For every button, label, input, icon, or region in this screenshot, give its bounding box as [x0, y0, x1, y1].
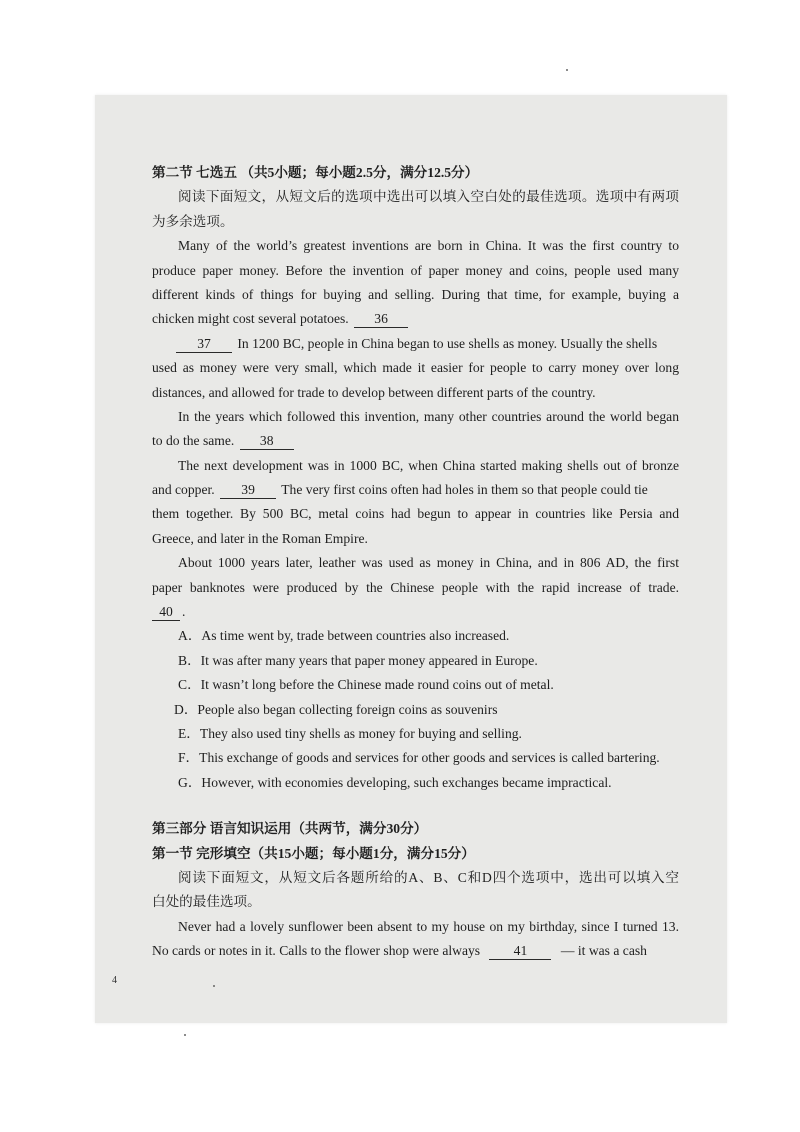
option-e: E．They also used tiny shells as money for buying and selling. [178, 725, 522, 741]
passage-line [152, 939, 679, 963]
passage-line: different kinds of things for buying and selling. During that time, for example, buying a [152, 286, 679, 302]
blank-39: 39 [220, 482, 276, 499]
passage-text: In 1200 BC, people in China began to use shells as money. Usually the shells [237, 335, 658, 351]
part3-instruction-line1: 阅读下面短文，从短文后各题所给的A、B、C和D四个选项中，选出可以填入空 [178, 869, 679, 885]
part3-instruction-line2: 白处的最佳选项。 [152, 894, 261, 910]
scan-speck [213, 985, 215, 987]
page-content [152, 161, 679, 964]
passage-line: In the years which followed this invention, many other countries around the world began [178, 408, 679, 424]
blank-38: 38 [240, 433, 294, 450]
blank-40: 40 [152, 604, 180, 621]
passage-line [152, 600, 679, 624]
passage-line: them together. By 500 BC, metal coins had begun to appear in countries like Persia and [152, 506, 679, 522]
option-c: C．It wasn’t long before the Chinese made round coins out of metal. [178, 677, 554, 693]
part3-subheading: 第一节 完形填空（共15小题；每小题1分，满分15分） [152, 845, 475, 861]
passage-text: and copper. [152, 482, 215, 498]
passage-line [152, 478, 679, 502]
passage-line: About 1000 years later, leather was used as money in China, and in 806 AD, the first [178, 555, 679, 571]
option-d: D．People also began collecting foreign coins as souvenirs [174, 701, 498, 717]
passage-text: No cards or notes in it. Calls to the flower shop were always [152, 943, 481, 959]
exam-page [95, 95, 727, 1023]
passage-line: Never had a lovely sunflower been absent to my house on my birthday, since I turned 13. [178, 918, 679, 934]
section2-instruction-line2: 为多余选项。 [152, 213, 234, 229]
part3-heading: 第三部分 语言知识运用（共两节，满分30分） [152, 821, 428, 837]
page-number: 4 [112, 975, 117, 986]
blank-37: 37 [176, 336, 232, 353]
passage-line [152, 332, 679, 356]
passage-line: Many of the world’s greatest inventions are born in China. It was the first country to [178, 238, 679, 254]
passage-line: distances, and allowed for trade to develop between different parts of the country. [152, 384, 596, 400]
option-a: A．As time went by, trade between countries also increased. [178, 628, 510, 644]
passage-line: Greece, and later in the Roman Empire. [152, 530, 368, 546]
passage-text: to do the same. [152, 433, 235, 449]
passage-text: . [182, 604, 186, 620]
passage-text: The very first coins often had holes in them so that people could tie [281, 482, 648, 498]
scan-speck [184, 1034, 186, 1036]
passage-line [152, 429, 679, 453]
blank-41: 41 [489, 943, 551, 960]
blank-36: 36 [354, 311, 408, 328]
option-b: B．It was after many years that paper money appeared in Europe. [178, 652, 538, 668]
passage-line: produce paper money. Before the invention of paper money and coins, people used many [152, 262, 679, 278]
passage-line: paper banknotes were produced by the Chinese people with the rapid increase of trade. [152, 579, 679, 595]
section2-instruction-line1: 阅读下面短文，从短文后的选项中选出可以填入空白处的最佳选项。选项中有两项 [178, 189, 679, 205]
section2-heading: 第二节 七选五 （共5小题；每小题2.5分，满分12.5分） [152, 165, 479, 180]
passage-line [152, 307, 679, 331]
passage-text: — it was a cash [560, 943, 647, 959]
option-g: G．However, with economies developing, such exchanges became impractical. [178, 774, 612, 790]
passage-line: The next development was in 1000 BC, when China started making shells out of bronze [178, 457, 679, 473]
section-spacer [152, 795, 679, 817]
option-f: F．This exchange of goods and services for other goods and services is called bartering. [178, 750, 660, 766]
scan-speck [566, 69, 568, 71]
passage-line: used as money were very small, which made it easier for people to carry money over long [152, 360, 679, 376]
passage-text: chicken might cost several potatoes. [152, 311, 349, 327]
